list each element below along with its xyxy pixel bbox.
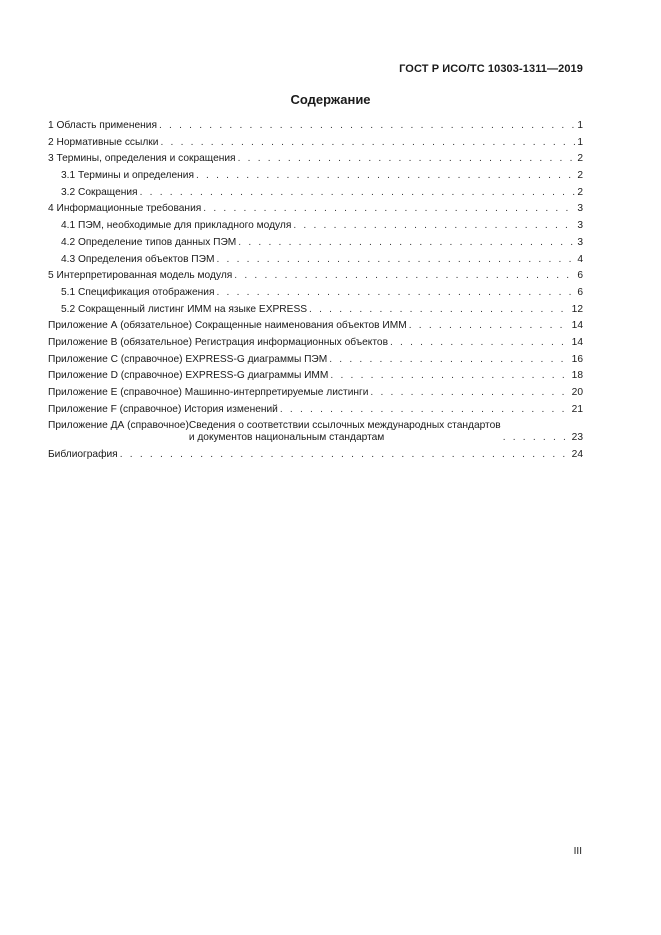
leader-dots xyxy=(216,254,575,266)
toc-entry-text: 1 Область применения xyxy=(48,120,157,131)
leader-dots xyxy=(409,320,570,332)
appendix-title-line: и документов национальным стандартам xyxy=(188,432,385,444)
toc-page-number: 14 xyxy=(571,336,583,348)
leader-dots xyxy=(370,387,569,399)
document-code: ГОСТ Р ИСО/ТС 10303-1311—2019 xyxy=(399,63,583,75)
toc-page-number: 12 xyxy=(571,303,583,315)
table-of-contents xyxy=(48,120,583,466)
toc-entry[interactable] xyxy=(48,203,583,215)
toc-entry[interactable] xyxy=(48,449,583,461)
leader-dots xyxy=(503,432,570,444)
toc-entry[interactable] xyxy=(48,137,583,149)
leader-dots xyxy=(330,370,569,382)
toc-entry[interactable] xyxy=(48,320,583,332)
toc-page-number: 6 xyxy=(577,286,583,298)
toc-entry[interactable] xyxy=(48,387,583,399)
toc-entry-text xyxy=(48,420,501,444)
leader-dots xyxy=(390,337,570,349)
toc-entry[interactable] xyxy=(48,354,583,366)
toc-entry-text: 4.3 Определения объектов ПЭМ xyxy=(61,253,215,265)
toc-page-number: 23 xyxy=(571,432,583,444)
toc-title: Содержание xyxy=(290,92,371,107)
toc-page-number: 2 xyxy=(577,153,583,165)
leader-dots xyxy=(203,203,575,215)
toc-page-number: 2 xyxy=(577,170,583,182)
leader-dots xyxy=(238,237,575,249)
toc-entry-text: 4 Информационные требования xyxy=(48,203,202,215)
toc-entry-text: Приложение В (обязательное) Регистрация информационных объектов xyxy=(48,336,388,348)
toc-page-number: 3 xyxy=(577,220,583,232)
toc-entry-text: 4.1 ПЭМ, необходимые для прикладного модуля xyxy=(61,220,292,232)
toc-entry-text: 5.2 Сокращенный листинг ИММ на языке EXPRESS xyxy=(61,303,308,315)
leader-dots xyxy=(217,287,576,299)
toc-page-number: 2 xyxy=(577,186,583,198)
leader-dots xyxy=(280,404,570,416)
toc-entry[interactable] xyxy=(48,337,583,349)
leader-dots xyxy=(238,153,576,165)
leader-dots xyxy=(329,354,569,366)
toc-entry[interactable] xyxy=(48,370,583,382)
toc-page-number: 6 xyxy=(577,270,583,282)
toc-entry[interactable] xyxy=(48,270,583,282)
toc-page-number: 24 xyxy=(571,449,583,461)
toc-entry[interactable] xyxy=(48,254,583,266)
toc-page-number: 14 xyxy=(571,320,583,332)
appendix-label: Приложение ДА (справочное) xyxy=(48,420,189,432)
toc-entry[interactable] xyxy=(48,120,583,132)
toc-entry[interactable] xyxy=(48,304,583,316)
toc-entry-text: Приложение D (справочное) EXPRESS-G диаграммы ИММ xyxy=(48,370,329,382)
toc-entry-text: 5.1 Спецификация отображения xyxy=(61,286,215,298)
toc-entry[interactable] xyxy=(48,404,583,416)
toc-page-number: 1 xyxy=(577,120,583,131)
toc-entry-text: 3.2 Сокращения xyxy=(61,186,138,198)
leader-dots xyxy=(234,270,575,282)
toc-page-number: 4 xyxy=(577,253,583,265)
page-number: III xyxy=(573,846,582,857)
toc-page-number: 16 xyxy=(571,353,583,365)
toc-page-number: 3 xyxy=(577,203,583,215)
leader-dots xyxy=(293,220,575,232)
leader-dots xyxy=(160,137,575,149)
toc-entry-text: 3 Термины, определения и сокращения xyxy=(48,153,236,165)
toc-entry-text: Приложение Е (справочное) Машинно-интерпретируемые листинги xyxy=(48,387,369,398)
leader-dots xyxy=(159,120,575,132)
toc-entry-text: 5 Интерпретированная модель модуля xyxy=(48,270,233,282)
toc-entry-text: Библиография xyxy=(48,449,118,461)
toc-entry-text: Приложение С (справочное) EXPRESS-G диаграммы ПЭМ xyxy=(48,353,328,365)
toc-entry[interactable] xyxy=(48,153,583,165)
toc-page-number: 21 xyxy=(571,403,583,415)
toc-page-number: 3 xyxy=(577,236,583,248)
toc-entry[interactable] xyxy=(48,187,583,199)
appendix-title-lines xyxy=(189,420,501,444)
toc-entry[interactable] xyxy=(48,170,583,182)
toc-entry-text: 4.2 Определение типов данных ПЭМ xyxy=(61,236,237,248)
toc-entry[interactable] xyxy=(48,420,583,444)
appendix-title-line: Сведения о соответствии ссылочных международных стандартов xyxy=(188,420,501,432)
toc-page-number: 18 xyxy=(571,370,583,382)
toc-page-number: 20 xyxy=(571,387,583,398)
toc-entry-text: Приложение А (обязательное) Сокращенные наименования объектов ИММ xyxy=(48,320,407,332)
leader-dots xyxy=(140,187,576,199)
toc-entry[interactable] xyxy=(48,237,583,249)
leader-dots xyxy=(196,170,575,182)
toc-entry-text: Приложение F (справочное) История изменений xyxy=(48,403,278,415)
toc-entry-text: 3.1 Термины и определения xyxy=(61,170,194,182)
toc-entry[interactable] xyxy=(48,287,583,299)
toc-entry-text: 2 Нормативные ссылки xyxy=(48,136,159,148)
leader-dots xyxy=(120,449,570,461)
toc-entry[interactable] xyxy=(48,220,583,232)
toc-page-number: 1 xyxy=(577,136,583,148)
leader-dots xyxy=(309,304,570,316)
